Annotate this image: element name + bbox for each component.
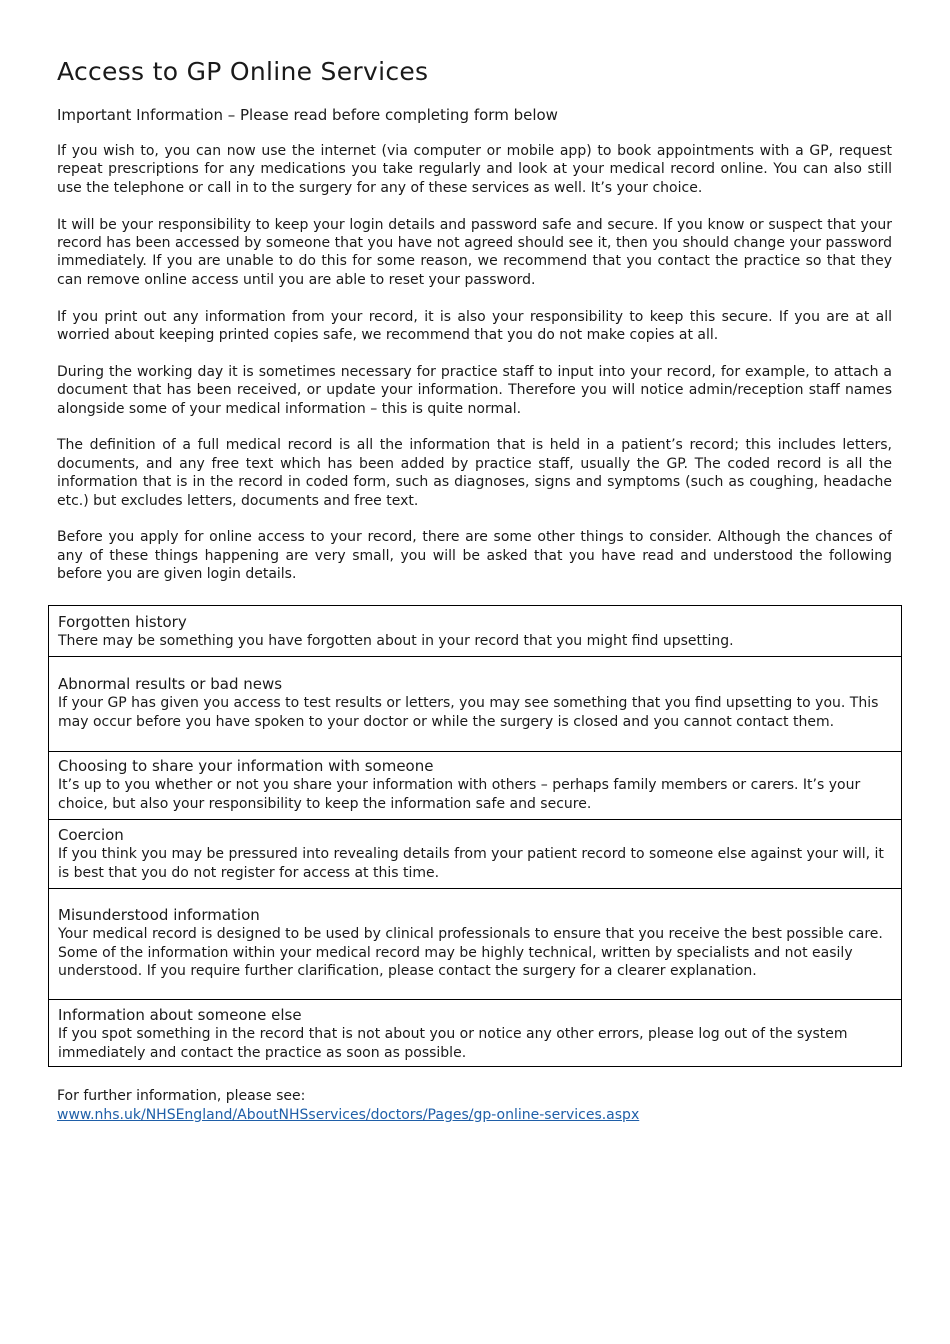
box-heading: Information about someone else [58, 1006, 302, 1024]
box-heading: Misunderstood information [58, 906, 260, 924]
box-text: If your GP has given you access to test results or letters, you may see something that you find upsetting to you. This may occur before you have spoken to your doctor or while the surgery is closed and you cannot contact them. [58, 695, 879, 730]
box-text: There may be something you have forgotten about in your record that you might find upsetting. [58, 633, 734, 649]
paragraph-online-services: If you wish to, you can now use the internet (via computer or mobile app) to book appointments with a GP, request repeat prescriptions for any medications you take regularly and look at your medical record online. You can also still use the telephone or call in to the surgery for any of these services as well. It’s your choice. [57, 143, 892, 196]
document-body [57, 54, 892, 584]
box-heading: Choosing to share your information with someone [58, 757, 434, 775]
box-heading: Coercion [58, 826, 124, 844]
nhs-gp-online-link[interactable]: www.nhs.uk/NHSEngland/AboutNHSservices/doctors/Pages/gp-online-services.aspx [57, 1107, 640, 1123]
box-misunderstood-information [49, 888, 901, 999]
box-heading: Abnormal results or bad news [58, 675, 283, 693]
box-sharing-information [49, 751, 901, 819]
box-text: Your medical record is designed to be used by clinical professionals to ensure that you receive the best possible care. Some of the information within your medical record may be highly technical, written by specialists and not easily understood. If you require further clarification, please contact the surgery for a clearer explanation. [58, 926, 883, 980]
page-title: Access to GP Online Services [57, 57, 429, 86]
paragraph-login-security: It will be your responsibility to keep your login details and password safe and secure. If you know or suspect that your record has been accessed by someone that you have not agreed should see it, then you should change your password immediately. If you are unable to do this for some reason, we recommend that you contact the practice so that they can remove online access until you are able to reset your password. [57, 216, 892, 288]
box-text: If you think you may be pressured into revealing details from your patient record to someone else against your will, it is best that you do not register for access at this time. [58, 846, 884, 881]
paragraph-record-definition: The definition of a full medical record is all the information that is held in a patient’s record; this includes letters, documents, and any free text which has been added by practice staff, usually the GP. The coded record is all the information that is in the record in coded form, such as diagnoses, signs and symptoms (such as coughing, headache etc.) but excludes letters, documents and free text. [57, 437, 892, 509]
footer [57, 1087, 892, 1125]
box-text: It’s up to you whether or not you share your information with others – perhaps family members or carers. It’s your choice, but also your responsibility to keep the information safe and secure. [58, 777, 861, 812]
box-forgotten-history [49, 606, 901, 656]
page-subtitle: Important Information – Please read before completing form below [57, 106, 558, 124]
box-text: If you spot something in the record that is not about you or notice any other errors, please log out of the system immediately and contact the practice as soon as possible. [58, 1026, 848, 1061]
box-abnormal-results [49, 656, 901, 751]
paragraph-staff-input: During the working day it is sometimes necessary for practice staff to input into your record, for example, to attach a document that has been received, or update your information. Therefore you will notice admin/reception staff names alongside some of your medical information – this is quite normal. [57, 363, 892, 417]
box-someone-else [49, 999, 901, 1066]
paragraph-printing: If you print out any information from your record, it is also your responsibility to keep this secure. If you are at all worried about keeping printed copies safe, we recommend that you do not make copies at all. [57, 308, 892, 344]
paragraph-before-apply: Before you apply for online access to your record, there are some other things to consider. Although the chances of any of these things happening are very small, you will be asked that you have read and understood the following before you are given login details. [57, 529, 892, 583]
considerations-table [48, 605, 902, 1067]
box-coercion [49, 819, 901, 888]
box-heading: Forgotten history [58, 613, 187, 631]
footer-text: For further information, please see: [57, 1088, 306, 1104]
